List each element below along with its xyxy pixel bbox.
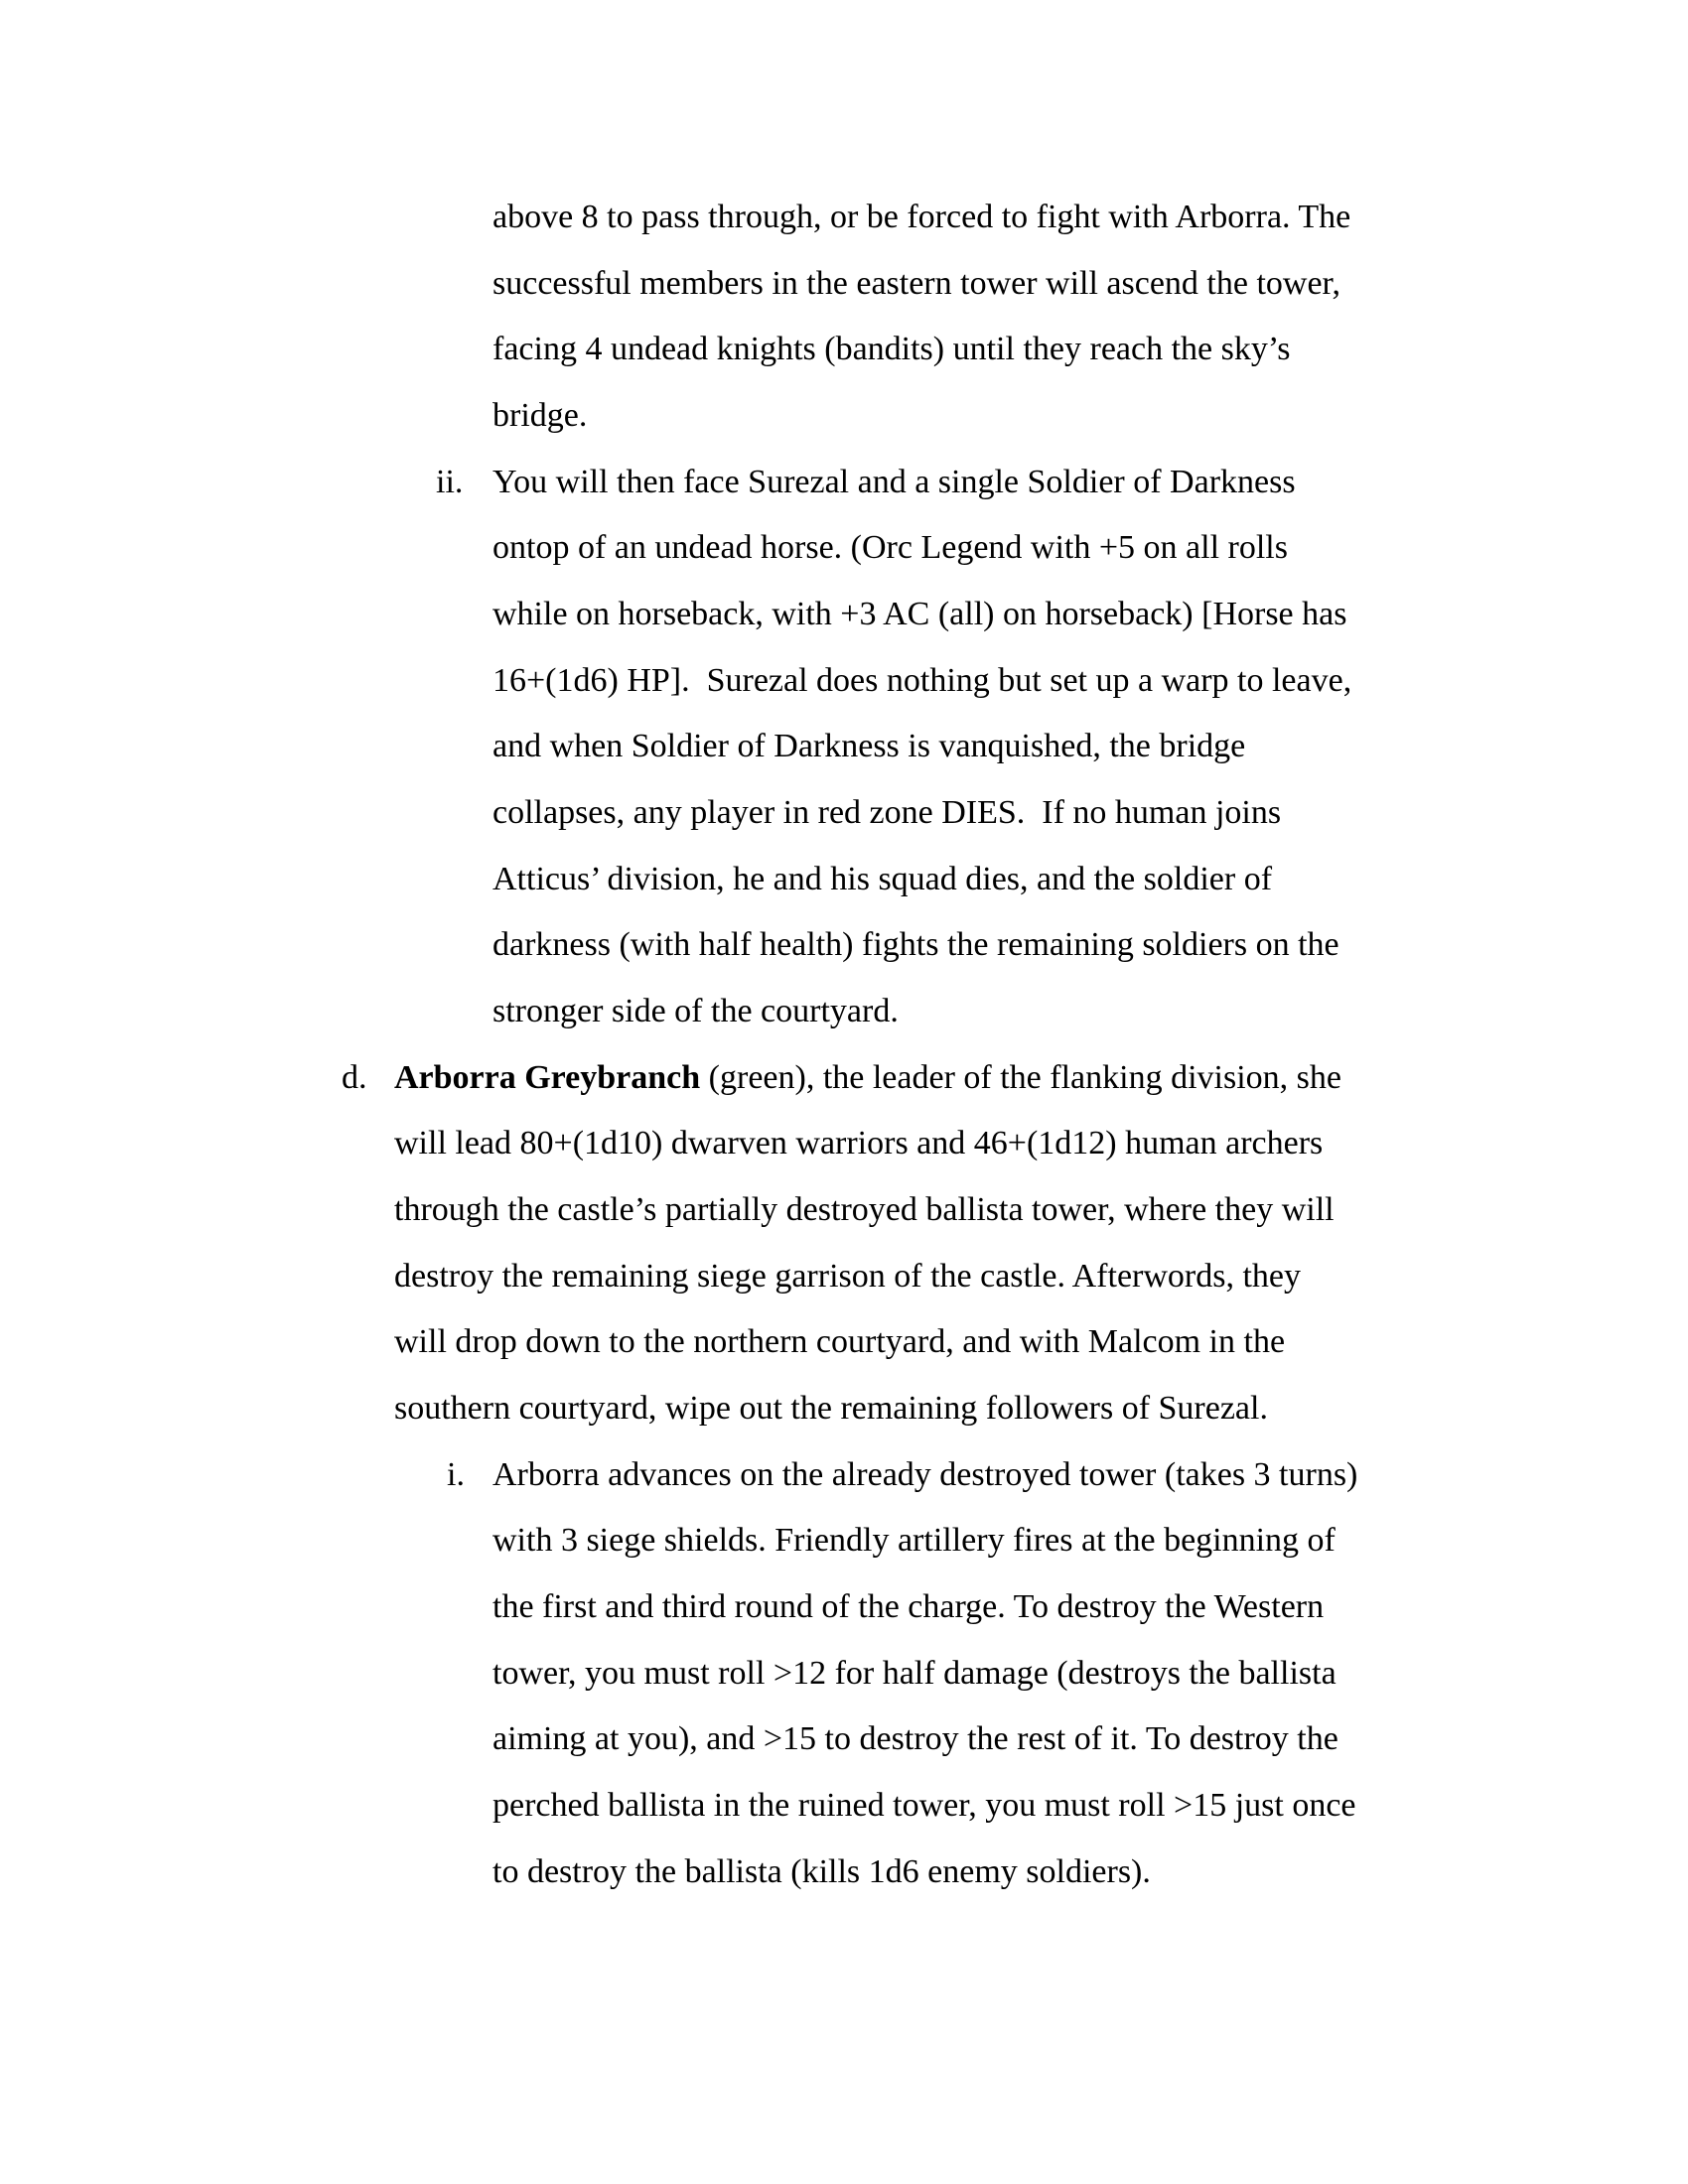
text-run: (green), the leader of the flanking division, she bbox=[700, 1059, 1341, 1096]
text-line: darkness (with half health) fights the remaining soldiers on the bbox=[492, 926, 1339, 963]
character-name: Arborra Greybranch bbox=[394, 1059, 701, 1096]
text-line: destroy the remaining siege garrison of the castle. Afterwords, they bbox=[394, 1258, 1302, 1295]
text-line: the first and third round of the charge. To destroy the Western bbox=[492, 1588, 1325, 1625]
text-line: southern courtyard, wipe out the remaining followers of Surezal. bbox=[394, 1390, 1268, 1427]
text-line: to destroy the ballista (kills 1d6 enemy soldiers). bbox=[492, 1853, 1151, 1890]
text-line bbox=[394, 1058, 1341, 1098]
text-line: will lead 80+(1d10) dwarven warriors and 46+(1d12) human archers bbox=[394, 1125, 1324, 1161]
text-line: perched ballista in the ruined tower, you must roll >15 just once bbox=[492, 1787, 1356, 1824]
text-line: and when Soldier of Darkness is vanquished, the bridge bbox=[492, 728, 1246, 764]
text-line: stronger side of the courtyard. bbox=[492, 993, 899, 1029]
text-line: while on horseback, with +3 AC (all) on horseback) [Horse has bbox=[492, 596, 1347, 632]
list-marker: i. bbox=[447, 1456, 465, 1493]
text-line: ontop of an undead horse. (Orc Legend with +5 on all rolls bbox=[492, 529, 1288, 566]
text-line: will drop down to the northern courtyard, and with Malcom in the bbox=[394, 1323, 1286, 1360]
text-line: Atticus’ division, he and his squad dies, and the soldier of bbox=[492, 861, 1273, 897]
list-marker: d. bbox=[342, 1059, 367, 1096]
text-line: aiming at you), and >15 to destroy the rest of it. To destroy the bbox=[492, 1720, 1338, 1757]
text-line: facing 4 undead knights (bandits) until they reach the sky’s bbox=[492, 331, 1291, 367]
text-line: tower, you must roll >12 for half damage (destroys the ballista bbox=[492, 1655, 1336, 1692]
text-line: 16+(1d6) HP]. Surezal does nothing but set up a warp to leave, bbox=[492, 662, 1352, 699]
text-line: with 3 siege shields. Friendly artillery fires at the beginning of bbox=[492, 1522, 1336, 1559]
list-marker: ii. bbox=[436, 464, 464, 500]
text-line: above 8 to pass through, or be forced to fight with Arborra. The bbox=[492, 199, 1351, 235]
text-line: You will then face Surezal and a single Soldier of Darkness bbox=[492, 464, 1296, 500]
text-line: bridge. bbox=[492, 397, 588, 434]
text-line: through the castle’s partially destroyed ballista tower, where they will bbox=[394, 1191, 1335, 1228]
text-line: Arborra advances on the already destroyed tower (takes 3 turns) bbox=[492, 1456, 1358, 1493]
text-line: successful members in the eastern tower will ascend the tower, bbox=[492, 265, 1341, 302]
text-line: collapses, any player in red zone DIES. If no human joins bbox=[492, 794, 1282, 831]
